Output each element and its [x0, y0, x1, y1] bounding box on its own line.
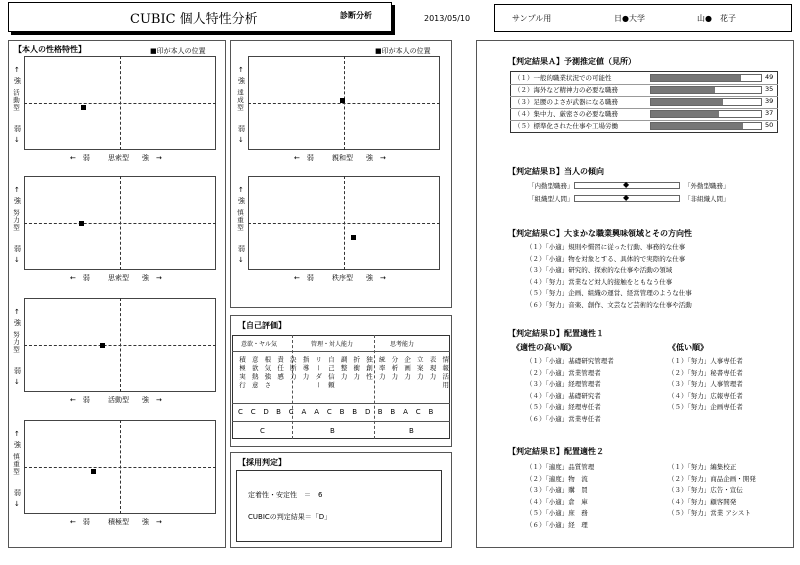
self-eval-grade-4: B — [276, 408, 281, 416]
chart-5-y-label: 努力型 — [12, 331, 20, 354]
chart-2-x-label: 親和型 — [332, 154, 353, 162]
self-eval-item-11: 独創性 — [365, 356, 373, 382]
resD-high-3: （３）「小適」経理管理者 — [526, 380, 601, 388]
chart-4-vline — [344, 176, 345, 270]
resA-item-5: （５）標準化された仕事や工場労働 — [514, 122, 618, 130]
self-eval-item-4: 責任感 — [276, 356, 285, 382]
self-eval-item-8: 自己信頼 — [326, 356, 335, 390]
resD-low-1: （１）「努力」人事専任者 — [668, 357, 743, 365]
hiring-result: CUBICの判定結果＝「D」 — [248, 513, 332, 521]
resB-title: 【判定結果Ｂ】当人の傾向 — [508, 167, 604, 176]
chart-4-y-label: 慎重型 — [236, 209, 244, 232]
resE-low-2: （２）「努力」商品企画・開発 — [668, 474, 756, 483]
group-header-1: 意欲・ヤル気 — [241, 341, 277, 348]
chart-6-y-up: ↑ — [14, 430, 20, 438]
chart-6-y-label: 慎重型 — [12, 453, 20, 476]
resC-item-1: （１）「小適」規則や慣習に従った行動、事務的な仕事 — [526, 243, 686, 251]
self-eval-grade-14: A — [403, 408, 408, 416]
resB-right-1: 「外勤型職務」 — [684, 182, 730, 190]
resB-marker-1: ◆ — [623, 180, 630, 189]
resE-high-3: （３）「小適」購 買 — [526, 486, 588, 494]
hiring-title: 【採用判定】 — [238, 458, 286, 467]
resD-low-title: 《低い順》 — [668, 343, 708, 352]
sample-label: サンプル用 — [512, 14, 552, 23]
self-eval-grade-13: B — [390, 408, 396, 416]
resE-low-5: （５）「努力」営業 アシスト — [668, 509, 751, 517]
chart-5-y-down: ↓ — [14, 378, 20, 386]
chart-3-vline — [120, 176, 121, 270]
hiring-box — [236, 470, 442, 542]
chart-1-y-label: 活動型 — [12, 89, 20, 112]
resC-item-3: （３）「小適」研究的、探索的な仕事や活動の領域 — [526, 266, 673, 274]
chart-4-x-strong: 強 → — [366, 274, 386, 282]
self-eval-grade-6: A — [301, 408, 307, 416]
resA-bar-3 — [651, 99, 723, 105]
candidate-name: 山● 花子 — [697, 14, 736, 23]
resA-value-1: 49 — [765, 73, 774, 81]
resA-item-2: （２）海外など精神力の必要な職務 — [514, 86, 618, 94]
self-eval-grade-7: A — [314, 408, 319, 416]
chart-1-x-strong: 強 → — [142, 154, 162, 162]
chart-5-y-weak: 弱 — [14, 367, 21, 375]
self-eval-item-6: 指導力 — [301, 356, 310, 382]
self-eval-item-13: 分析力 — [390, 356, 399, 382]
chart-6-x-label: 積極型 — [108, 518, 129, 526]
resC-item-5: （５）「努力」企画、組織の運営、経営管理のような仕事 — [526, 289, 692, 297]
resD-low-4: （４）「努力」広報専任者 — [668, 391, 743, 400]
resC-item-6: （６）「努力」音楽、創作、文芸など芸術的な仕事や活動 — [526, 300, 692, 309]
grade-rule-2 — [232, 421, 450, 422]
group-header-2: 管理・対人能力 — [311, 341, 354, 348]
chart-3-y-strong: 強 — [14, 197, 21, 205]
chart-3-y-up: ↑ — [14, 186, 20, 194]
self-eval-grade-10: B — [352, 408, 358, 416]
resC-item-2: （２）「小適」物を対象とする、具体的で実際的な仕事 — [526, 254, 686, 263]
group-grade-2: B — [330, 427, 335, 435]
resD-high-5: （５）「小適」経理専任者 — [526, 403, 601, 411]
chart-1-y-weak: 弱 — [14, 125, 21, 133]
self-eval-item-17: 情報活用 — [441, 356, 450, 390]
self-eval-item-7: リーダー — [314, 356, 323, 390]
self-eval-item-12: 統率力 — [377, 356, 386, 382]
hiring-stability: 定着性・安定性 ＝ 6 — [248, 491, 323, 499]
self-eval-grade-15: C — [415, 408, 421, 416]
chart-1-y-up: ↑ — [14, 66, 20, 74]
self-eval-item-1: 積極実行 — [238, 356, 246, 390]
resC-title: 【判定結果Ｃ】大まかな職業興味領域とその方向性 — [508, 229, 692, 238]
resE-high-2: （２）「適度」物 流 — [526, 474, 588, 483]
chart-5-x-label: 活動型 — [108, 396, 129, 404]
chart-5-y-up: ↑ — [14, 308, 20, 316]
chart-4-y-down: ↓ — [238, 256, 244, 264]
chart-2-x-strong: 強 → — [366, 154, 386, 162]
chart-6-x-weak: ← 弱 — [70, 518, 90, 526]
chart-4-x-weak: ← 弱 — [294, 274, 314, 282]
resA-value-3: 39 — [765, 97, 774, 105]
self-eval-grade-2: C — [250, 408, 256, 416]
self-eval-grade-12: B — [377, 408, 383, 416]
resE-low-4: （４）「努力」顧客開発 — [668, 497, 737, 506]
group-grade-1: C — [260, 427, 265, 435]
resE-high-6: （６）「小適」経 理 — [526, 520, 588, 529]
resD-high-1: （１）「小適」基礎研究管理者 — [526, 357, 614, 365]
chart-1-y-down: ↓ — [14, 136, 20, 144]
chart-5-y-strong: 強 — [14, 319, 21, 327]
chart-1-vline — [120, 56, 121, 150]
resA-value-2: 35 — [765, 85, 774, 93]
resA-bar-2 — [651, 87, 715, 93]
resA-title: 【判定結果Ａ】予測推定値（見所） — [508, 57, 636, 66]
self-eval-grade-1: C — [238, 408, 243, 416]
resB-right-2: 「非組織人間」 — [684, 195, 730, 203]
resE-title: 【判定結果Ｅ】配置適性２ — [508, 447, 604, 456]
resA-value-4: 37 — [765, 109, 774, 117]
resB-left-1: 「内勤型職務」 — [528, 182, 574, 190]
resB-marker-2: ◆ — [623, 193, 630, 202]
resD-low-2: （２）「努力」秘書専任者 — [668, 368, 743, 377]
header-rule — [232, 351, 450, 352]
resA-value-5: 50 — [765, 121, 774, 129]
chart-6-vline — [120, 420, 121, 514]
resE-low-1: （１）「努力」編集校正 — [668, 463, 737, 471]
self-eval-item-15: 立案力 — [415, 356, 424, 382]
resD-high-2: （２）「小適」営業管理者 — [526, 368, 601, 377]
position-legend-2: ■印が本人の位置 — [375, 47, 431, 55]
chart-1-x-label: 思索型 — [108, 154, 129, 162]
chart-3-y-weak: 弱 — [14, 245, 21, 253]
chart-2-x-weak: ← 弱 — [294, 154, 314, 162]
chart-5-vline — [120, 298, 121, 392]
self-eval-item-9: 調整力 — [339, 356, 348, 382]
page-title: CUBIC 個人特性分析 — [130, 12, 258, 27]
resC-item-4: （４）「努力」営業など対人的接触をともなう仕事 — [526, 277, 673, 286]
self-eval-grade-8: C — [326, 408, 332, 416]
page-subtitle: 診断分析 — [340, 11, 372, 20]
chart-3-position-marker — [79, 221, 84, 226]
resE-low-3: （３）「努力」広告・宣伝 — [668, 486, 743, 494]
chart-1-position-marker — [81, 105, 86, 110]
chart-2-y-strong: 強 — [238, 77, 245, 85]
resD-high-4: （４）「小適」基礎研究者 — [526, 391, 601, 400]
chart-3-y-down: ↓ — [14, 256, 20, 264]
chart-4-position-marker — [351, 235, 356, 240]
resE-high-4: （４）「小適」倉 庫 — [526, 497, 588, 506]
resA-bar-5 — [651, 123, 743, 129]
resD-high-title: 《適性の高い順》 — [512, 343, 576, 352]
resB-left-2: 「組織型人間」 — [528, 195, 574, 203]
self-eval-title: 【自己評価】 — [238, 321, 286, 330]
self-eval-item-10: 折衝力 — [352, 356, 361, 382]
personality-title: 【本人の性格特性】 — [14, 45, 86, 54]
self-eval-grade-5: C — [288, 408, 294, 416]
self-eval-item-16: 表現力 — [428, 356, 437, 382]
self-eval-grade-16: B — [428, 408, 434, 416]
chart-2-y-down: ↓ — [238, 136, 244, 144]
chart-2-y-up: ↑ — [238, 66, 244, 74]
resA-bar-4 — [651, 111, 719, 117]
chart-1-y-strong: 強 — [14, 77, 21, 85]
resA-bar-1 — [651, 75, 741, 81]
chart-6-y-weak: 弱 — [14, 489, 21, 497]
resD-high-6: （６）「小適」営業専任者 — [526, 414, 601, 423]
chart-6-y-down: ↓ — [14, 500, 20, 508]
grade-rule — [232, 403, 450, 404]
chart-3-y-label: 努力型 — [12, 209, 20, 232]
chart-5-position-marker — [100, 343, 105, 348]
resD-low-5: （５）「努力」企画専任者 — [668, 403, 743, 411]
self-eval-item-14: 企画力 — [403, 356, 412, 382]
self-eval-grade-9: B — [339, 408, 345, 416]
self-eval-item-3: 根気強さ — [263, 356, 272, 390]
resE-high-1: （１）「適度」品質管理 — [526, 463, 595, 471]
chart-2-y-weak: 弱 — [238, 125, 245, 133]
resA-item-3: （３）足腰のよさが武器になる職務 — [514, 98, 618, 106]
chart-6-y-strong: 強 — [14, 441, 21, 449]
chart-3-x-strong: 強 → — [142, 274, 162, 282]
chart-1-x-weak: ← 弱 — [70, 154, 90, 162]
self-eval-grade-11: D — [365, 408, 371, 416]
chart-4-y-weak: 弱 — [238, 245, 245, 253]
chart-4-y-up: ↑ — [238, 186, 244, 194]
self-eval-item-5: 決断力 — [288, 356, 297, 382]
chart-5-x-strong: 強 → — [142, 396, 162, 404]
chart-5-x-weak: ← 弱 — [70, 396, 90, 404]
resE-high-5: （５）「小適」庶 務 — [526, 509, 588, 517]
chart-6-position-marker — [91, 469, 96, 474]
resD-title: 【判定結果Ｄ】配置適性１ — [508, 329, 604, 338]
chart-4-x-label: 秩序型 — [332, 274, 353, 282]
university-name: 日●大学 — [614, 14, 645, 23]
self-eval-item-2: 意欲熱意 — [250, 356, 259, 390]
resD-low-3: （３）「努力」人事管理者 — [668, 380, 743, 388]
chart-3-x-label: 思索型 — [108, 274, 129, 282]
chart-2-position-marker — [340, 98, 345, 103]
chart-6-x-strong: 強 → — [142, 518, 162, 526]
report-date: 2013/05/10 — [424, 14, 471, 23]
self-eval-grade-3: D — [263, 408, 269, 416]
resA-item-4: （４）集中力、厳密さの必要な職務 — [514, 110, 618, 118]
position-legend: ■印が本人の位置 — [150, 47, 206, 55]
chart-2-y-label: 達成型 — [236, 89, 244, 112]
group-header-3: 思考能力 — [390, 341, 415, 348]
chart-4-y-strong: 強 — [238, 197, 245, 205]
group-grade-3: B — [409, 427, 414, 435]
chart-3-x-weak: ← 弱 — [70, 274, 90, 282]
resA-item-1: （１）一般的職業状況での可能性 — [514, 74, 612, 82]
